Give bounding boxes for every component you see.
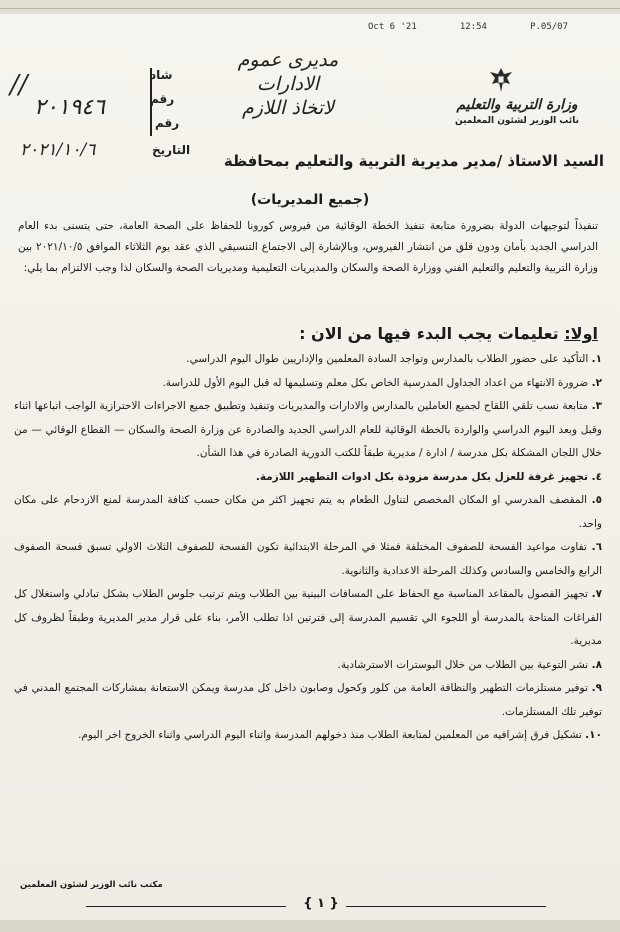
list-item: ٨. نشر التوعية بين الطلاب من خلال البوسترات الاسترشادية.	[337, 658, 602, 671]
page-number: { ١ }	[303, 896, 339, 911]
section-heading	[18, 324, 598, 343]
addressee-line: السيد الاستاذ /مدير مديرية التربية والتعليم بمحافظة	[223, 152, 604, 170]
handwritten-mark: //	[10, 70, 28, 100]
section-label: اولا:	[564, 324, 598, 343]
reference-label-1: شاد	[150, 68, 173, 82]
ministry-name: وزارة التربية والتعليم	[456, 97, 578, 113]
list-item: ٧. تجهيز الفصول بالمقاعد المناسبة مع الحفاظ على المسافات البينية بين الطلاب ويتم ترتيب جلوس الطلاب بشكل تبادلي واستغلال كل الفراغات المتاحة بالمدرسة أو اللجوء الي تقسيم المدرسة إلى فترتين اذا تطلب الأمر، بناء على قرار مدير المديرية وطبقاً لظروف كل مديرية.	[14, 588, 602, 647]
instruction-list	[14, 348, 602, 748]
reference-label-3: رقم	[155, 116, 180, 130]
fax-time: 12:54	[459, 22, 487, 32]
list-item: ٦. تفاوت مواعيد الفسحة للصفوف المختلفة فمثلا في المرحلة الابتدائية تكون الفسحة للصفوف الثلاث الاولي تسبق فسحة الصفوف الرابع والخامس والسادس وكذلك المرحلة الاعدادية والثانوية.	[14, 541, 602, 577]
paper-fold-line	[0, 8, 620, 9]
list-item: ٣. متابعة نسب تلقي اللقاح لجميع العاملين بالمدارس والادارات والمديريات وتنفيذ وتطبيق جميع الاجراءات الاحترازية الواجب اتباعها اثناء وقبل وبعد اليوم الدراسي والواردة بالخطة الوقائية للعام الدراسي الجديد والصادرة عن وزارة الصحة والسكان — القطاع الوقائي — من خلال اللجان المشكلة بكل مدرسة / ادارة / مديرية طبقاً للكتب الدورية الصادرة في هذا الشأن.	[14, 400, 603, 459]
intro-paragraph: تنفيذاً لتوجيهات الدولة بضرورة متابعة تنفيذ الخطة الوقائية من فيروس كورونا للحفاظ على الصحة العامة، حتى يتسنى بدء العام الدراسي الجديد بأمان ودون قلق من انتشار الفيروس، وبالإشارة إلى الاجتماع التنسيقي الذي عقد يوم الثلاثاء الموافق ٢٠٢١/١٠/٥ بين وزارة التربية والتعليم والتعليم الفني ووزارة الصحة والسكان والمديريات التعليمية ومديريات الصحة والسكان لذا وجب الالتزام بما يلي:	[18, 220, 599, 274]
handwritten-note-line2: لاتخاذ اللازم	[241, 97, 335, 119]
list-item: ٢. ضرورة الانتهاء من اعداد الجداول المدرسية الخاص بكل معلم وتسليمها له قبل اليوم الأول للدراسة.	[162, 376, 602, 389]
ministry-letterhead	[432, 96, 602, 126]
footer-divider-left	[86, 906, 286, 907]
handwritten-note-line1: مديرى عموم الادارات	[237, 49, 339, 95]
list-item: ٤. تجهيز غرفة للعزل بكل مدرسة مزودة بكل ادوات التطهير اللازمة.	[255, 470, 602, 483]
section-title: تعليمات يجب البدء فيها من الان :	[299, 324, 559, 343]
list-item: ٥. المقصف المدرسي او المكان المخصص لتناول الطعام به يتم تجهيز اكثر من مكان حسب كثافة المدرسة لمنع الازدحام على مكان واحد.	[14, 494, 602, 530]
addressee-subtitle: (جميع المديريات)	[250, 192, 370, 208]
fax-header	[368, 22, 568, 38]
ministry-office: نائب الوزير لشئون المعلمين	[455, 116, 579, 126]
paper-top-edge	[0, 0, 620, 14]
eagle-emblem-icon	[486, 66, 516, 94]
paper-bottom-edge	[0, 920, 620, 932]
fax-date: Oct 6 '21	[368, 22, 417, 32]
handwritten-note	[208, 48, 368, 120]
list-item: ١٠. تشكيل فرق إشرافيه من المعلمين لمتابعة الطلاب منذ دخولهم المدرسة واثناء اليوم الدراسي واثناء الخروج اخر اليوم.	[78, 729, 602, 741]
fax-page: P.05/07	[530, 22, 568, 32]
reference-label-2: رقم	[150, 92, 175, 106]
handwritten-date: ٢٠٢١/١٠/٦	[20, 140, 96, 160]
footer-divider-right	[346, 906, 546, 907]
reference-label-date: التاريخ	[152, 143, 191, 157]
list-item: ٩. توفير مستلزمات التطهير والنظافة العامة من كلور وكحول وصابون داخل كل مدرسة ويمكن الاستعانة بمشاركات المجتمع المدني في توفير تلك المستلزمات.	[14, 682, 602, 718]
handwritten-number: ٢٠١٩٤٦	[34, 95, 105, 120]
footer-office: مكتب نائب الوزير لشئون المعلمين	[20, 880, 163, 890]
list-item: ١. التأكيد على حضور الطلاب بالمدارس وتواجد السادة المعلمين والإداريين طوال اليوم الدراسي.	[186, 353, 602, 365]
